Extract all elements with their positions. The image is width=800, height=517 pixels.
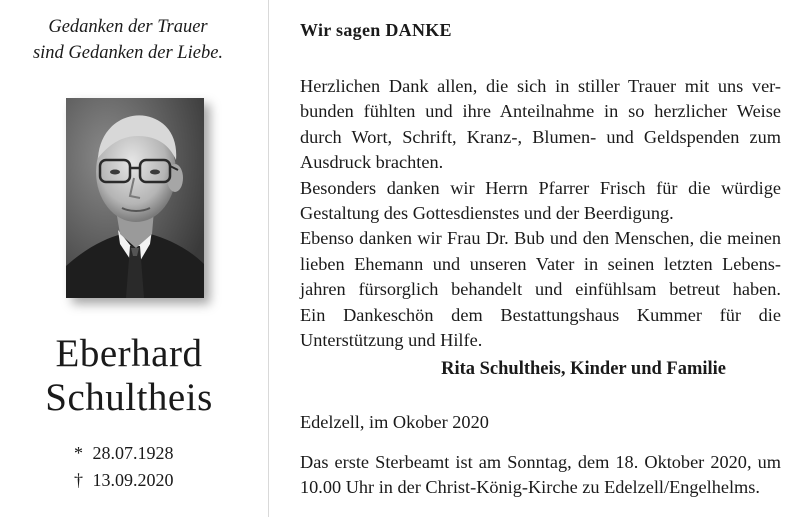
text-line: lieben Ehemann und unseren Vater in seinen letzten Lebens-	[300, 253, 781, 274]
notice-line: Das erste Sterbeamt ist am Sonntag, dem 18. Oktober 2020, um	[300, 452, 781, 472]
column-divider	[268, 0, 269, 517]
life-dates	[74, 440, 174, 494]
text-line: Unterstützung und Hilfe.	[300, 330, 483, 351]
birth-symbol: *	[74, 443, 83, 463]
deceased-name	[20, 332, 238, 420]
text-line: Ausdruck brachten.	[300, 152, 444, 173]
text-line: jahren fürsorglich behandelt und einfühlsam betreut haben.	[300, 279, 781, 300]
death-symbol: †	[74, 470, 83, 490]
portrait-photo	[66, 98, 204, 298]
thank-you-heading: Wir sagen DANKE	[300, 20, 452, 40]
motto-line-2: sind Gedanken der Liebe.	[32, 43, 224, 63]
first-name: Eberhard	[55, 332, 203, 375]
text-line: Ebenso danken wir Frau Dr. Bub und den Menschen, die meinen	[300, 228, 781, 249]
signature: Rita Schultheis, Kinder und Familie	[441, 359, 726, 379]
death-date: 13.09.2020	[92, 470, 174, 490]
motto	[8, 14, 248, 66]
text-line: bunden fühlten und ihre Anteilnahme in so herzlicher Weise	[300, 101, 781, 122]
text-line: Ein Dankeschön dem Bestattungshaus Kummer für die	[300, 304, 781, 325]
motto-line-1: Gedanken der Trauer	[48, 17, 208, 37]
text-line: Besonders danken wir Herrn Pfarrer Frisch für die würdige	[300, 177, 781, 198]
last-name: Schultheis	[45, 376, 213, 419]
service-notice	[300, 450, 781, 501]
thank-you-text	[300, 74, 781, 353]
text-line: Gestaltung des Gottesdienstes und der Beerdigung.	[300, 203, 674, 224]
birth-date: 28.07.1928	[92, 443, 174, 463]
text-line: durch Wort, Schrift, Kranz-, Blumen- und Geldspenden zum	[300, 126, 781, 147]
notice-line: 10.00 Uhr in der Christ-König-Kirche zu Edelzell/Engelhelms.	[300, 477, 760, 498]
place-date: Edelzell, im Okober 2020	[300, 412, 489, 432]
birth-date-row	[74, 440, 174, 467]
death-date-row	[74, 467, 174, 494]
text-line: Herzlichen Dank allen, die sich in stiller Trauer mit uns ver-	[300, 76, 781, 96]
